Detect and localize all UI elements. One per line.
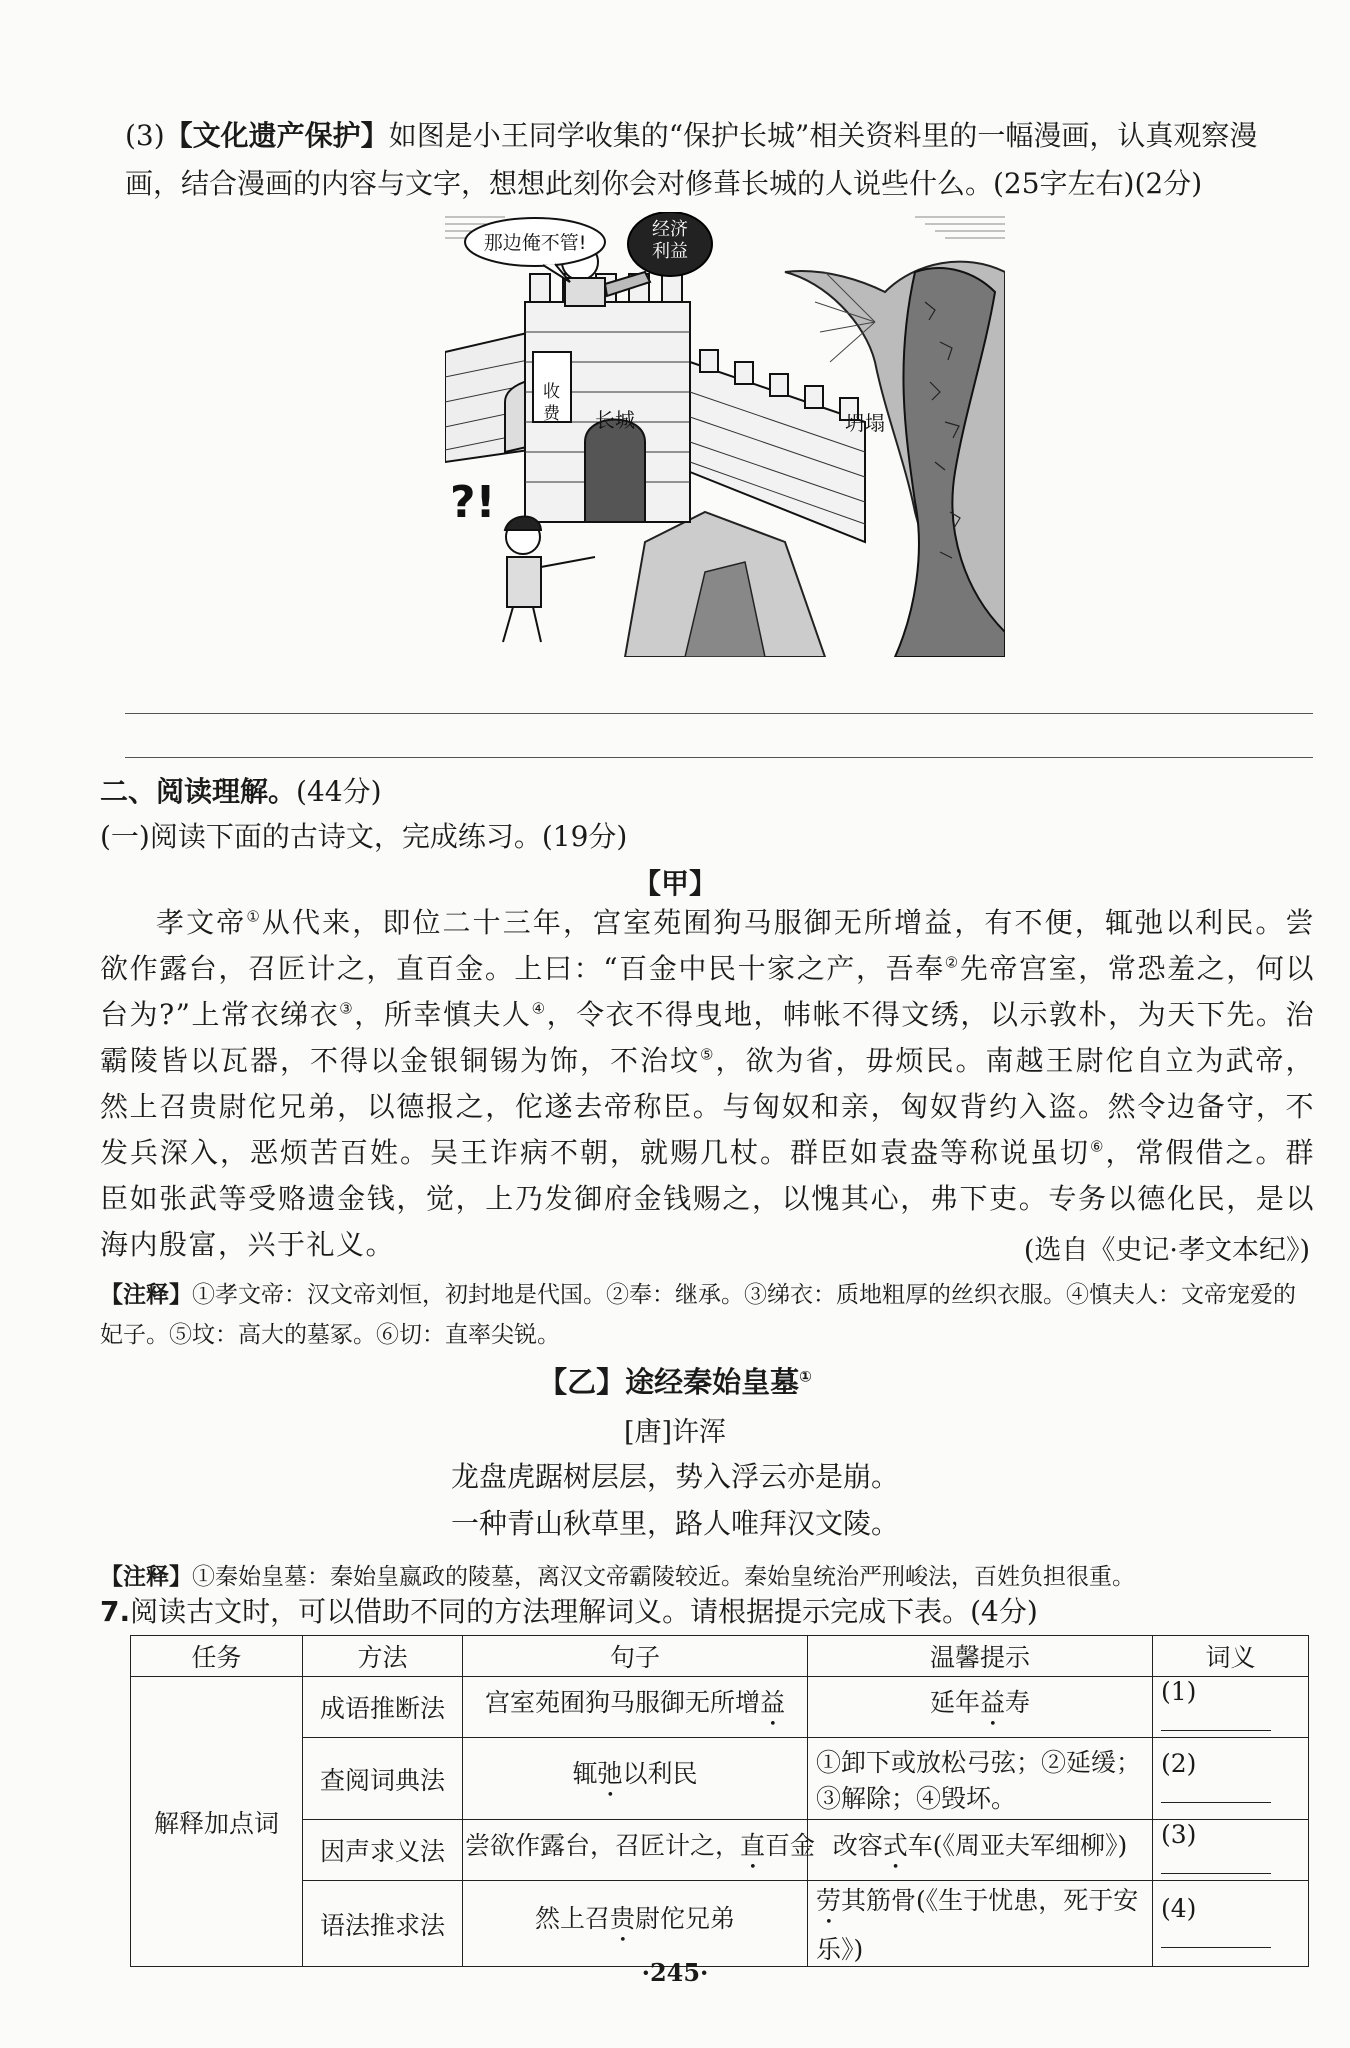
passage-seg-1: 孝文帝 <box>156 906 247 939</box>
answer-blank-1[interactable] <box>1161 1706 1271 1731</box>
poem-line-1: 龙盘虎踞树层层，势入浮云亦是崩。 <box>450 1460 899 1493</box>
blank-number: (4) <box>1161 1893 1197 1923</box>
sentence-cell: 宫室苑囿狗马服御无所增益 <box>463 1677 808 1738</box>
header-tip: 温馨提示 <box>808 1636 1153 1677</box>
money-bag-label: 经济利益 <box>652 219 688 262</box>
poem-title <box>0 1360 1350 1401</box>
question-7-text: 阅读古文时，可以借助不同的方法理解词义。请根据提示完成下表。(4分) <box>130 1595 1038 1628</box>
sentence-cell: 辄弛以利民 <box>463 1738 808 1820</box>
passage-jia-title: 【甲】 <box>632 867 717 900</box>
task-cell: 解释加点词 <box>131 1677 303 1967</box>
dotted-word: 劳 <box>816 1886 842 1915</box>
dotted-word: 直 <box>740 1830 766 1860</box>
tip-cell: 改容式车(《周亚夫军细柳》) <box>808 1820 1153 1881</box>
blank-number: (3) <box>1161 1820 1197 1849</box>
sentence-cell: 然上召贵尉佗兄弟 <box>463 1881 808 1967</box>
passage-seg-7: ，常假借之。群臣如张武等受赂遗金钱，觉，上乃发御府金钱赐之，以愧其心，弗下吏。专务以德化民，是以海内殷富，兴于礼义。 <box>100 1136 1315 1261</box>
great-wall-cartoon <box>445 212 1005 657</box>
section-2-title: 二、阅读理解。 <box>100 775 297 808</box>
annotation-tag: 【注释】 <box>100 1564 192 1590</box>
annotation-text: ①秦始皇墓：秦始皇嬴政的陵墓，离汉文帝霸陵较近。秦始皇统治严刑峻法，百姓负担很重。 <box>192 1564 1135 1590</box>
tip-cell: 延年益寿 <box>808 1677 1153 1738</box>
meaning-cell <box>1153 1677 1309 1738</box>
money-bag <box>628 212 712 276</box>
method-cell: 成语推断法 <box>303 1677 463 1738</box>
poem-title-text: 【乙】途经秦始皇墓 <box>538 1365 800 1399</box>
passage-seg-3: 先帝宫室，常恐羞之，何以台为?”上常衣绨衣 <box>100 952 1315 1031</box>
meaning-cell <box>1153 1881 1309 1967</box>
answer-blank-3[interactable] <box>1161 1849 1271 1874</box>
question-3-tag: 【文化遗产保护】 <box>164 119 389 152</box>
collapse-label: 坍塌 <box>845 411 885 435</box>
header-sentence: 句子 <box>463 1636 808 1677</box>
note-mark-5: ⑤ <box>700 1045 716 1064</box>
method-cell: 语法推求法 <box>303 1881 463 1967</box>
passage-seg-6: ，欲为省，毋烦民。南越王尉佗自立为武帝，然上召贵尉佗兄弟，以德报之，佗遂去帝称臣。与匈奴和亲，匈奴背约入盗。然令边备守，不发兵深入，恶烦苦百姓。吴王诈病不朝，就赐几杖。群臣如袁盎等称说虽切 <box>100 1044 1315 1169</box>
answer-line-2[interactable] <box>125 757 1313 758</box>
answer-line-1[interactable] <box>125 713 1313 714</box>
annotation-jia <box>100 1275 1315 1355</box>
meaning-cell <box>1153 1738 1309 1820</box>
question-7-number: 7. <box>100 1595 131 1628</box>
method-cell: 因声求义法 <box>303 1820 463 1881</box>
passage-seg-4: ，所幸慎夫人 <box>354 998 532 1031</box>
question-7 <box>100 1590 1038 1630</box>
note-mark-1: ① <box>246 907 262 926</box>
blank-number: (1) <box>1161 1677 1197 1706</box>
toll-sign: 收费 <box>543 382 560 424</box>
passage-jia <box>100 900 1315 1268</box>
speech-bubble-text: 那边俺不管! <box>483 232 587 254</box>
dotted-word: 益 <box>760 1687 786 1717</box>
annotation-tag: 【注释】 <box>100 1282 192 1308</box>
poem-author: [唐]许浑 <box>623 1417 727 1448</box>
poem-line-2: 一种青山秋草里，路人唯拜汉文陵。 <box>450 1507 899 1540</box>
answer-blank-4[interactable] <box>1161 1923 1271 1948</box>
header-task: 任务 <box>131 1636 303 1677</box>
vocab-table <box>130 1635 1309 1967</box>
table-header-row <box>131 1636 1309 1677</box>
meaning-cell <box>1153 1820 1309 1881</box>
table-row <box>131 1881 1309 1967</box>
note-mark-2: ② <box>944 953 960 972</box>
note-mark-3: ③ <box>339 999 355 1018</box>
tip-cell: 劳其筋骨(《生于忧患，死于安乐》) <box>808 1881 1153 1967</box>
table-row <box>131 1677 1309 1738</box>
section-2-heading <box>100 770 382 810</box>
header-method: 方法 <box>303 1636 463 1677</box>
header-meaning: 词义 <box>1153 1636 1309 1677</box>
dotted-word: 贵 <box>609 1904 635 1933</box>
dotted-word: 式 <box>882 1830 908 1860</box>
question-3 <box>125 112 1305 208</box>
table-row <box>131 1820 1309 1881</box>
passage-seg-5: ，令衣不得曳地，帏帐不得文绣，以示敦朴，为天下先。治霸陵皆以瓦器，不得以金银铜锡为饰，不治坟 <box>100 998 1315 1077</box>
poem-note-mark: ① <box>799 1367 812 1386</box>
passage-source: (选自《史记·孝文本纪》) <box>1023 1235 1310 1266</box>
page-number: ·245· <box>641 1958 709 1987</box>
section-2-score: (44分) <box>296 775 382 808</box>
sentence-cell: 尝欲作露台，召匠计之，直百金 <box>463 1820 808 1881</box>
answer-blank-2[interactable] <box>1161 1778 1271 1803</box>
table-row <box>131 1738 1309 1820</box>
subsection-1-heading: (一)阅读下面的古诗文，完成练习。(19分) <box>100 820 628 853</box>
method-cell: 查阅词典法 <box>303 1738 463 1820</box>
wall-label: 长城 <box>595 408 635 432</box>
question-3-text: 如图是小王同学收集的“保护长城”相关资料里的一幅漫画，认真观察漫画，结合漫画的内容与文字，想想此刻你会对修葺长城的人说些什么。(25字左右)(2分) <box>125 119 1258 200</box>
blank-number: (2) <box>1161 1748 1197 1778</box>
question-exclaim-marks: ?! <box>450 477 496 528</box>
note-mark-6: ⑥ <box>1090 1137 1106 1156</box>
annotation-text: ①孝文帝：汉文帝刘恒，初封地是代国。②奉：继承。③绨衣：质地粗厚的丝织衣服。④慎夫人：文帝宠爱的妃子。⑤坟：高大的墓冢。⑥切：直率尖锐。 <box>100 1282 1296 1348</box>
note-mark-4: ④ <box>531 999 547 1018</box>
passage-seg-2: 从代来，即位二十三年，宫室苑囿狗马服御无所增益，有不便，辄弛以利民。尝欲作露台，召匠计之，直百金。上曰：“百金中民十家之产，吾奉 <box>100 906 1315 985</box>
dotted-word: 弛 <box>597 1759 623 1788</box>
question-3-prefix: (3) <box>125 119 165 152</box>
tip-cell: ①卸下或放松弓弦；②延缓；③解除；④毁坏。 <box>808 1738 1153 1820</box>
dotted-word: 益 <box>979 1687 1005 1717</box>
